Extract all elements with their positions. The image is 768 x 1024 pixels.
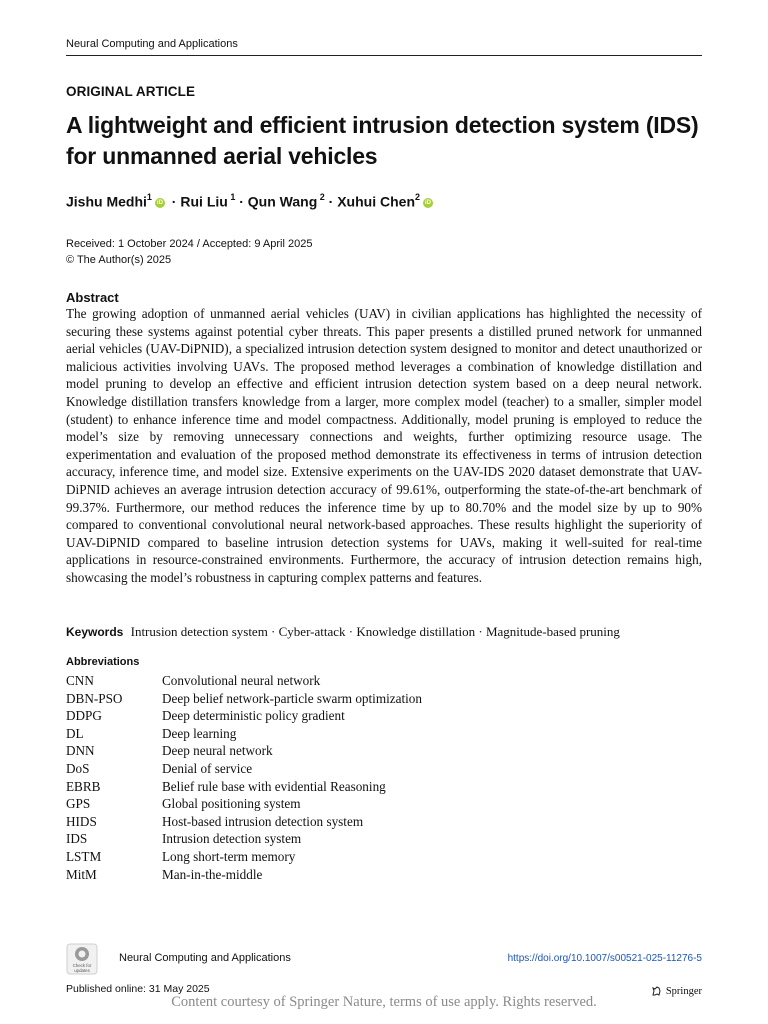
- orcid-icon[interactable]: iD: [156, 199, 163, 206]
- author-list: [66, 193, 436, 210]
- author-affiliation: 1: [227, 192, 236, 202]
- article-type: ORIGINAL ARTICLE: [66, 84, 196, 99]
- abbreviation-row: [66, 707, 422, 725]
- abbreviation-term: DoS: [66, 760, 90, 776]
- author-name[interactable]: Xuhui Chen: [337, 193, 415, 210]
- abbreviation-term: DNN: [66, 743, 95, 759]
- abbreviation-term: DBN-PSO: [66, 690, 123, 706]
- abbreviation-row: [66, 795, 422, 813]
- author-affiliation: 2: [317, 192, 325, 202]
- abbreviation-term: CNN: [66, 673, 94, 688]
- abbreviation-definition: Deep learning: [162, 725, 237, 741]
- abbreviation-row: [66, 813, 422, 831]
- abbreviation-definition: Deep belief network-particle swarm optimization: [162, 690, 422, 706]
- author-name[interactable]: Jishu Medhi: [66, 193, 147, 210]
- author-affiliation: 2: [415, 192, 421, 202]
- orcid-icon[interactable]: iD: [425, 199, 432, 206]
- abbreviation-term: IDS: [66, 831, 88, 847]
- abbreviation-row: [66, 778, 422, 796]
- header-rule: [66, 55, 702, 56]
- author-separator: ·: [235, 193, 248, 210]
- abbreviation-row: [66, 690, 422, 708]
- abbreviation-row: [66, 672, 422, 690]
- abbreviation-definition: Denial of service: [162, 760, 253, 776]
- abbreviation-row: [66, 725, 422, 743]
- abbreviation-definition: Host-based intrusion detection system: [162, 813, 364, 829]
- abbreviation-definition: Long short-term memory: [162, 848, 296, 864]
- abbreviation-row: [66, 742, 422, 760]
- abbreviation-row: [66, 760, 422, 778]
- abbreviation-definition: Belief rule base with evidential Reasoning: [162, 778, 386, 794]
- abbreviation-definition: Deep neural network: [162, 743, 273, 759]
- abbreviation-term: EBRB: [66, 778, 101, 794]
- journal-header: Neural Computing and Applications: [66, 38, 238, 50]
- abbreviation-term: LSTM: [66, 848, 102, 864]
- publisher-name: Springer: [665, 985, 702, 997]
- abbreviations-heading: Abbreviations: [66, 656, 140, 668]
- keywords-label: Keywords: [66, 625, 124, 639]
- keywords: [66, 624, 620, 640]
- abbreviation-term: MitM: [66, 866, 97, 882]
- abbreviation-row: [66, 866, 422, 884]
- page-title: A lightweight and efficient intrusion detection system (IDS) for unmanned aerial vehicles: [66, 112, 699, 169]
- courtesy-notice: Content courtesy of Springer Nature, terms of use apply. Rights reserved.: [171, 994, 597, 1010]
- article-dates: [66, 236, 312, 268]
- badge-label: Check for: [72, 963, 92, 968]
- badge-label-2: updates: [74, 968, 90, 973]
- copyright: © The Author(s) 2025: [66, 254, 172, 266]
- abbreviation-term: GPS: [66, 796, 91, 812]
- footer-journal: Neural Computing and Applications: [119, 952, 291, 964]
- abbreviation-row: [66, 830, 422, 848]
- abbreviation-term: HIDS: [66, 813, 97, 829]
- keywords-text: Intrusion detection system · Cyber-attack · Knowledge distillation · Magnitude-based pruning: [130, 624, 620, 639]
- abbreviation-definition: Convolutional neural network: [162, 673, 321, 688]
- abbreviations-list: [66, 672, 422, 883]
- author-name[interactable]: Rui Liu: [180, 193, 228, 210]
- received-accepted: Received: 1 October 2024 / Accepted: 9 April 2025: [66, 238, 313, 250]
- author-separator: ·: [324, 193, 338, 210]
- doi-link[interactable]: https://doi.org/10.1007/s00521-025-11276-5: [507, 953, 702, 964]
- published-date: Published online: 31 May 2025: [66, 983, 210, 995]
- abstract-text: The growing adoption of unmanned aerial vehicles (UAV) in civilian applications has highlighted the necessity of securing these systems against potential cyber threats. This paper presents a distilled pruned network for unmanned aerial vehicles (UAV-DiPNID), a specialized intrusion detection system designed to monitor and detect unauthorized or malicious activities involving UAVs. The proposed method leverages a combination of knowledge distillation and model pruning to develop an effective and efficient intrusion detection system based on a deep neural network. Knowledge distillation transfers knowledge from a larger, more complex model (teacher) to a smaller, simpler model (student) to enhance inference time and model compactness. Additionally, model pruning is employed to reduce the model’s size by removing unnecessary connections and weights, further optimizing resource usage. The experimentation and evaluation of the proposed method demonstrate its effectiveness in terms of intrusion detection accuracy, inference time, and model size. Extensive experiments on the UAV-IDS 2020 dataset demonstrate that UAV-DiPNID achieves an average intrusion detection accuracy of 99.61%, outperforming the state-of-the-art benchmark of 99.37%. Furthermore, our method reduces the inference time by up to 80.70% and the model size by up to 90% compared to conventional convolutional neural network-based approaches. These results highlight the superiority of UAV-DiPNID compared to baseline intrusion detection systems for UAVs, making it well-suited for real-time applications in resource-constrained environments. Furthermore, the accuracy of intrusion detection remains high, showcasing the model’s robustness in capturing complex patterns and features.: [66, 306, 702, 585]
- author-name[interactable]: Qun Wang: [247, 193, 318, 210]
- abbreviation-term: DL: [66, 725, 84, 741]
- check-for-updates-badge[interactable]: [66, 943, 98, 975]
- abbreviation-definition: Intrusion detection system: [162, 831, 302, 847]
- author-separator: ·: [167, 193, 181, 210]
- abbreviation-term: DDPG: [66, 708, 102, 724]
- abstract-heading: Abstract: [66, 290, 119, 305]
- author-affiliation: 1: [146, 192, 152, 202]
- abbreviation-row: [66, 848, 422, 866]
- abbreviation-definition: Global positioning system: [162, 796, 301, 812]
- abbreviation-definition: Man-in-the-middle: [162, 866, 263, 882]
- abbreviation-definition: Deep deterministic policy gradient: [162, 708, 345, 724]
